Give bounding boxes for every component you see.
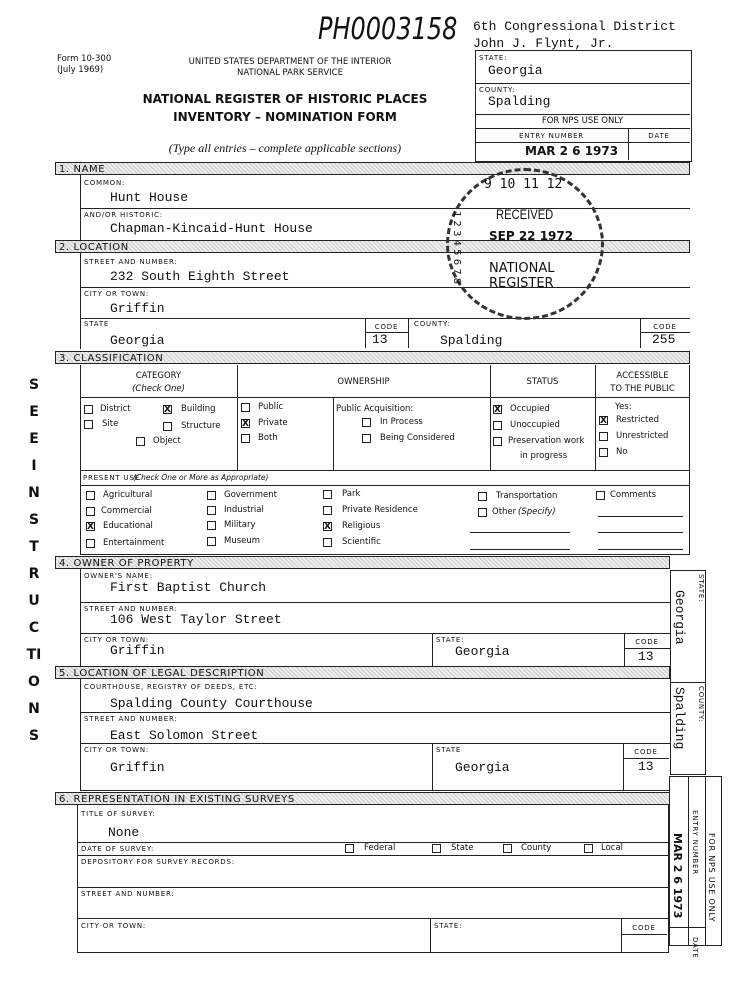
owner-city: Griffin	[110, 643, 165, 658]
service: NATIONAL PARK SERVICE	[237, 68, 343, 78]
stamp-clock-ring: 1 2 3 4 5 6 7 8	[451, 211, 462, 285]
form-rule	[80, 470, 690, 471]
use-museum-checkbox[interactable]	[207, 537, 216, 546]
form-rule	[80, 485, 690, 486]
section-2-header: 2. LOCATION	[55, 240, 690, 253]
form-rule	[705, 776, 706, 946]
nps-county-label: COUNTY:	[479, 86, 516, 94]
use-transportation-checkbox[interactable]	[478, 492, 487, 501]
checkbox-label: Museum	[224, 536, 261, 546]
use-industrial-checkbox[interactable]	[207, 506, 216, 515]
checkbox-label: Structure	[181, 421, 221, 431]
form-rule	[80, 790, 670, 791]
see-instructions: SEE INSTRUCTIONS	[26, 377, 42, 744]
owner-state-label: STATE:	[436, 636, 465, 644]
ownership-private-checkbox[interactable]	[241, 419, 250, 428]
date-label: DATE	[648, 132, 670, 140]
side-county: Spalding	[672, 687, 687, 750]
form-rule	[432, 743, 433, 791]
use-religious-checkbox[interactable]	[323, 522, 332, 531]
form-rule	[80, 318, 690, 319]
checkbox-label: Private Residence	[342, 505, 418, 515]
state-label: STATE	[84, 320, 110, 328]
survey-date-label: DATE OF SURVEY:	[81, 845, 155, 853]
side-entry-stamp: MAR 2 6 1973	[671, 833, 684, 919]
historic-name: Chapman-Kincaid-Hunt House	[110, 221, 313, 236]
owner-state: Georgia	[455, 644, 510, 659]
survey-code-label: CODE	[632, 924, 656, 932]
form-rule	[598, 532, 683, 533]
owner-name: First Baptist Church	[110, 580, 267, 595]
category-object-checkbox[interactable]	[136, 437, 145, 446]
representative-line: John J. Flynt, Jr.	[473, 36, 614, 51]
survey-title-label: TITLE OF SURVEY:	[81, 810, 156, 818]
form-rule	[80, 602, 670, 603]
checkbox-label: District	[100, 404, 131, 414]
checkbox-label: County	[521, 843, 552, 853]
legal-city: Griffin	[110, 760, 165, 775]
received-stamp	[446, 168, 604, 320]
location-county: Spalding	[440, 333, 503, 348]
nps-state: Georgia	[488, 63, 543, 78]
form-rule	[470, 532, 570, 533]
survey-state-checkbox[interactable]	[432, 844, 441, 853]
form-rule	[80, 743, 670, 744]
checkbox-label: In Process	[380, 417, 423, 427]
form-rule	[80, 633, 670, 634]
checkbox-label: Entertainment	[103, 538, 165, 548]
entry-stamp: MAR 2 6 1973	[525, 144, 619, 158]
legal-code-label: CODE	[634, 748, 658, 756]
checkbox-label: Local	[601, 843, 624, 853]
status-occupied-checkbox[interactable]	[493, 405, 502, 414]
form-rule	[670, 682, 706, 683]
status-preservation-checkbox[interactable]	[493, 437, 502, 446]
department: UNITED STATES DEPARTMENT OF THE INTERIOR	[188, 57, 392, 67]
checkbox-label: Being Considered	[380, 433, 455, 443]
checkbox-label: Industrial	[224, 505, 264, 515]
access-restricted-checkbox[interactable]	[599, 416, 608, 425]
accessible-header: ACCESSIBLE	[616, 371, 669, 381]
present-use-note: (Check One or More as Appropriate)	[133, 473, 269, 482]
county-code-label: CODE	[653, 323, 677, 331]
county-label: COUNTY:	[414, 320, 451, 328]
checkbox-label: Park	[342, 489, 361, 499]
form-rule	[475, 128, 690, 129]
owner-code: 13	[638, 649, 654, 664]
historic-label: AND/OR HISTORIC:	[84, 211, 163, 219]
section-1-header: 1. NAME	[55, 162, 690, 175]
survey-city-label: CITY OR TOWN:	[81, 922, 147, 930]
use-comments-checkbox[interactable]	[596, 491, 605, 500]
entry-number-label: ENTRY NUMBER	[519, 132, 584, 140]
checkbox-label: Military	[224, 520, 256, 530]
stamp-register: REGISTER	[489, 276, 554, 291]
checkbox-label: Restricted	[616, 415, 660, 425]
form-rule	[475, 142, 690, 143]
section-6-header: 6. REPRESENTATION IN EXISTING SURVEYS	[55, 792, 670, 805]
location-city: Griffin	[110, 301, 165, 316]
check-one-note: (Check One)	[132, 384, 185, 394]
section-3-header: 3. CLASSIFICATION	[55, 351, 690, 364]
checkbox-label: Federal	[364, 843, 396, 853]
owner-code-label: CODE	[635, 638, 659, 646]
yes-label: Yes:	[615, 402, 632, 412]
stamp-date: SEP 22 1972	[489, 229, 574, 243]
state-code-label: CODE	[374, 323, 399, 331]
ownership-header: OWNERSHIP	[337, 377, 390, 387]
use-entertainment-checkbox[interactable]	[86, 539, 95, 548]
checkbox-label: Educational	[103, 521, 153, 531]
handwritten-id: PH0003158	[318, 12, 458, 47]
accessible-header-2: TO THE PUBLIC	[610, 384, 675, 394]
public-acquisition-label: Public Acquisition:	[336, 404, 414, 414]
use-commercial-checkbox[interactable]	[86, 507, 95, 516]
county-code: 255	[652, 332, 676, 347]
checkbox-label: Building	[181, 404, 216, 414]
category-site-checkbox[interactable]	[84, 420, 93, 429]
checkbox-label: Occupied	[510, 404, 550, 414]
form-rule	[475, 83, 690, 84]
checkbox-label: Public	[258, 402, 284, 412]
checkbox-label: Unoccupied	[510, 420, 560, 430]
form-rule	[430, 918, 431, 953]
checkbox-label-cont: in progress	[520, 451, 568, 461]
form-rule	[470, 549, 570, 550]
form-rule	[475, 114, 690, 115]
section-4-header: 4. OWNER OF PROPERTY	[55, 556, 670, 569]
legal-street: East Solomon Street	[110, 728, 259, 743]
category-structure-checkbox[interactable]	[163, 422, 172, 431]
form-instructions: (Type all entries – complete applicable sections)	[168, 141, 402, 155]
form-rule	[688, 776, 689, 946]
access-no-checkbox[interactable]	[599, 448, 608, 457]
checkbox-label: Agricultural	[103, 490, 153, 500]
checkbox-label: Both	[258, 433, 278, 443]
side-date-label: DATE	[691, 937, 699, 959]
other-specify-note: (Specify)	[518, 507, 556, 517]
depository-label: DEPOSITORY FOR SURVEY RECORDS:	[81, 858, 235, 866]
form-rule	[80, 712, 670, 713]
ownership-both-checkbox[interactable]	[241, 434, 250, 443]
survey-county-checkbox[interactable]	[503, 844, 512, 853]
checkbox-label: Scientific	[342, 537, 381, 547]
side-nps-use-only: FOR NPS USE ONLY	[707, 833, 716, 923]
form-rule	[669, 927, 705, 928]
checkbox-label: Religious	[342, 521, 381, 531]
section-5-header: 5. LOCATION OF LEGAL DESCRIPTION	[55, 666, 670, 679]
courthouse: Spalding County Courthouse	[110, 696, 313, 711]
survey-state-label: STATE:	[434, 922, 463, 930]
stamp-received: RECEIVED	[496, 206, 554, 222]
form-date: (July 1969)	[57, 65, 104, 75]
checkbox-label: Government	[224, 490, 278, 500]
use-agricultural-checkbox[interactable]	[86, 491, 95, 500]
use-scientific-checkbox[interactable]	[323, 538, 332, 547]
form-rule	[333, 398, 334, 470]
nps-use-only: FOR NPS USE ONLY	[541, 116, 624, 126]
checkbox-label: Commercial	[101, 506, 152, 516]
checkbox-label: Preservation work	[508, 436, 585, 446]
form-subtitle: INVENTORY – NOMINATION FORM	[173, 110, 397, 124]
status-unoccupied-checkbox[interactable]	[493, 421, 502, 430]
owner-street-label: STREET AND NUMBER:	[84, 605, 178, 613]
form-rule	[80, 287, 690, 288]
use-park-checkbox[interactable]	[323, 490, 332, 499]
form-rule	[80, 397, 690, 398]
in-process-checkbox[interactable]	[362, 418, 371, 427]
form-rule	[598, 549, 683, 550]
checkbox-label: Object	[153, 436, 181, 446]
legal-street-label: STREET AND NUMBER:	[84, 715, 178, 723]
owner-name-label: OWNER'S NAME:	[84, 572, 153, 580]
category-building-checkbox[interactable]	[163, 405, 172, 414]
category-district-checkbox[interactable]	[84, 405, 93, 414]
courthouse-label: COURTHOUSE, REGISTRY OF DEEDS, ETC:	[84, 683, 258, 691]
checkbox-label: Site	[102, 419, 119, 429]
survey-title: None	[108, 825, 140, 840]
form-rule	[77, 918, 669, 919]
form-rule	[432, 633, 433, 666]
form-rule	[77, 887, 669, 888]
use-government-checkbox[interactable]	[207, 491, 216, 500]
stamp-clock-top: 9 10 11 12	[484, 177, 563, 192]
side-entry-number-label: ENTRY NUMBER	[691, 810, 699, 875]
use-educational-checkbox[interactable]	[86, 522, 95, 531]
form-number: Form 10-300	[57, 54, 112, 64]
being-considered-checkbox[interactable]	[362, 434, 371, 443]
use-military-checkbox[interactable]	[207, 521, 216, 530]
category-header: CATEGORY	[135, 371, 182, 381]
state-code: 13	[372, 332, 388, 347]
form-rule	[598, 516, 683, 517]
legal-city-label: CITY OR TOWN:	[84, 746, 150, 754]
form-rule	[77, 855, 669, 856]
legal-state-label: STATE	[436, 746, 462, 754]
common-name: Hunt House	[110, 190, 189, 205]
checkbox-label: Transportation	[496, 491, 558, 501]
side-state-label: STATE:	[697, 574, 705, 603]
form-rule	[80, 208, 690, 209]
use-other-checkbox[interactable]	[478, 508, 487, 517]
side-county-label: COUNTY:	[697, 686, 705, 723]
checkbox-label: Unrestricted	[616, 431, 669, 441]
use-private-residence-checkbox[interactable]	[323, 506, 332, 515]
status-header: STATUS	[526, 377, 559, 387]
owner-street: 106 West Taylor Street	[110, 612, 282, 627]
street-label: STREET AND NUMBER:	[84, 258, 178, 266]
owner-city-label: CITY OR TOWN:	[84, 636, 150, 644]
legal-code: 13	[638, 759, 654, 774]
nps-state-label: STATE:	[479, 54, 508, 62]
checkbox-label: Other	[492, 507, 517, 517]
form-box	[80, 679, 81, 791]
form-title: NATIONAL REGISTER OF HISTORIC PLACES	[142, 92, 428, 106]
survey-federal-checkbox[interactable]	[345, 844, 354, 853]
form-rule	[408, 318, 409, 348]
city-label: CITY OR TOWN:	[84, 290, 150, 298]
checkbox-label: No	[616, 447, 628, 457]
access-unrestricted-checkbox[interactable]	[599, 432, 608, 441]
checkbox-label: Comments	[610, 490, 657, 500]
nps-county: Spalding	[488, 94, 551, 109]
district-line: 6th Congressional District	[473, 19, 676, 34]
form-rule	[621, 934, 667, 935]
ownership-public-checkbox[interactable]	[241, 403, 250, 412]
survey-street-label: STREET AND NUMBER:	[81, 890, 175, 898]
checkbox-label: State	[451, 843, 474, 853]
form-rule	[80, 253, 81, 349]
location-street: 232 South Eighth Street	[110, 269, 290, 284]
survey-local-checkbox[interactable]	[584, 844, 593, 853]
form-box	[77, 805, 669, 953]
common-label: COMMON:	[84, 179, 126, 187]
legal-state: Georgia	[455, 760, 510, 775]
stamp-national: NATIONAL	[489, 261, 555, 276]
checkbox-label: Private	[258, 418, 288, 428]
present-use-label: PRESENT USE	[83, 474, 140, 482]
side-state: Georgia	[672, 590, 687, 645]
location-state: Georgia	[110, 333, 165, 348]
